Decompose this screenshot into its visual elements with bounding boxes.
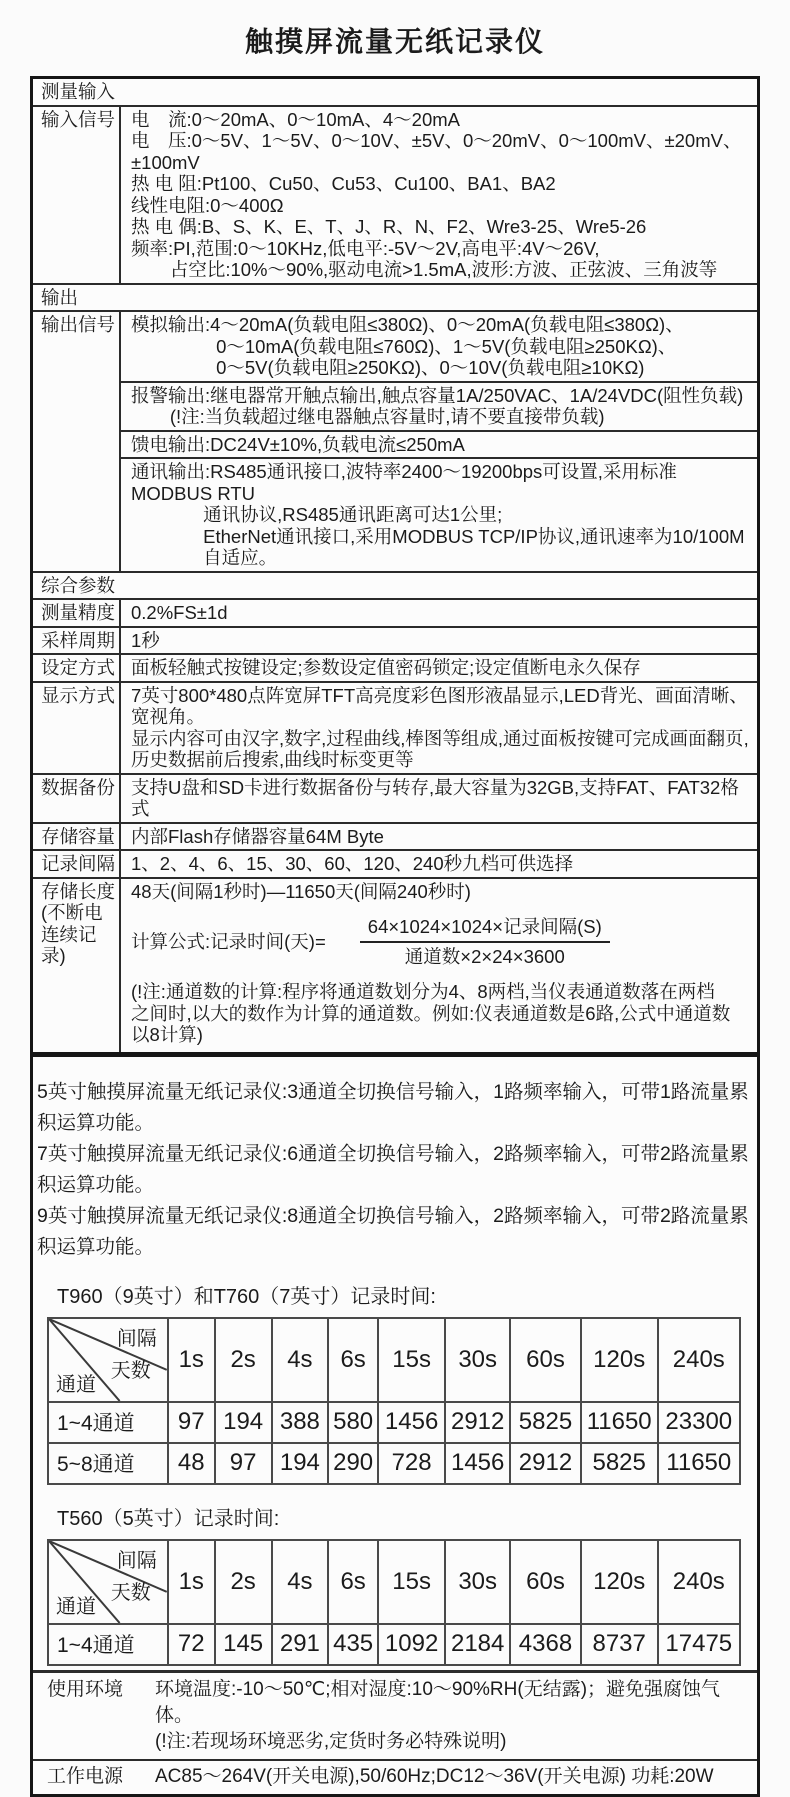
model-line-5inch: 5英寸触摸屏流量无纸记录仪:3通道全切换信号输入，1路频率输入，可带1路流量累积运算功能。 xyxy=(37,1080,749,1134)
record-time-formula xyxy=(131,916,751,967)
cell: 145 xyxy=(215,1624,272,1665)
spec-line: 7英寸800*480点阵宽屏TFT高亮度彩色图形液晶显示,LED背光、画面清晰、宽视角。 xyxy=(131,684,748,727)
column-header: 240s xyxy=(658,1540,740,1624)
cell: 1092 xyxy=(378,1624,445,1665)
corner-label-days: 天数 xyxy=(110,1359,151,1382)
row-content xyxy=(155,1677,751,1755)
row-content xyxy=(121,879,757,1052)
spec-line: 线性电阻:0～400Ω xyxy=(131,194,284,216)
row-label: 1~4通道 xyxy=(48,1624,168,1665)
note-line: (!注:通道数的计算:程序将通道数划分为4、8两档,当仪表通道数落在两档 xyxy=(131,981,715,1002)
column-header: 4s xyxy=(272,1318,329,1402)
row-label: 输入信号 xyxy=(33,107,121,283)
spec-line: 历史数据前后搜索,曲线时标变更等 xyxy=(131,749,414,770)
row-backup xyxy=(33,773,757,822)
formula-prefix: 计算公式:记录时间(天)= xyxy=(131,930,326,952)
cell: 2912 xyxy=(510,1443,581,1484)
cell: 4368 xyxy=(510,1624,581,1665)
row-content xyxy=(121,683,757,773)
column-header: 1s xyxy=(168,1540,215,1624)
corner-label-channel: 通道 xyxy=(56,1595,96,1618)
page-title: 触摸屏流量无纸记录仪 xyxy=(244,26,545,57)
row-input-signal xyxy=(33,105,757,283)
row-label: 1~4通道 xyxy=(48,1402,168,1443)
table-row xyxy=(48,1624,740,1665)
row-label: 5~8通道 xyxy=(48,1443,168,1484)
spec-line: 通讯输出:RS485通讯接口,波特率2400～19200bps可设置,采用标准MODBUS RTU xyxy=(131,461,677,504)
row-label: 输出信号 xyxy=(33,312,121,571)
row-content xyxy=(121,107,757,283)
cell: 97 xyxy=(215,1443,272,1484)
spec-line: 通讯协议,RS485通讯距离可达1公里; xyxy=(203,504,503,525)
spec-line: 0～5V(负载电阻≥250KΩ)、0～10V(负载电阻≥10KΩ) xyxy=(216,357,645,378)
column-header: 6s xyxy=(328,1540,378,1624)
cell: 728 xyxy=(378,1443,445,1484)
row-sampling xyxy=(33,626,757,654)
cell: 48 xyxy=(168,1443,215,1484)
row-value: 支持U盘和SD卡进行数据备份与转存,最大容量为32GB,支持FAT、FAT32格式 xyxy=(131,776,739,819)
t960-record-table xyxy=(47,1317,741,1485)
column-header: 30s xyxy=(445,1540,510,1624)
corner-cell xyxy=(48,1540,168,1624)
formula-numerator: 64×1024×1024×记录间隔(S) xyxy=(360,916,610,943)
row-storage-capacity xyxy=(33,822,757,850)
column-header: 2s xyxy=(215,1540,272,1624)
row-label: 数据备份 xyxy=(33,775,121,822)
row-value: 1、2、4、6、15、30、60、120、240秒九档可供选择 xyxy=(131,853,574,874)
label-line: 连续记录) xyxy=(41,923,97,966)
row-label: 记录间隔 xyxy=(33,851,121,877)
corner-label-interval: 间隔 xyxy=(116,1327,157,1350)
subrow-analog-output xyxy=(121,312,757,381)
spec-line: 热 电 偶:B、S、K、E、T、J、R、N、F2、Wre3-25、Wre5-26 xyxy=(131,216,647,237)
section-header-general: 综合参数 xyxy=(33,571,757,599)
row-label: 工作电源 xyxy=(47,1765,124,1787)
column-header: 60s xyxy=(510,1540,581,1624)
t560-table-title: T560（5英寸）记录时间: xyxy=(57,1507,280,1530)
cell: 23300 xyxy=(658,1402,740,1443)
row-label: 存储容量 xyxy=(33,824,121,850)
row-label xyxy=(33,879,121,1052)
cell: 1456 xyxy=(445,1443,510,1484)
cell: 194 xyxy=(215,1402,272,1443)
row-label: 采样周期 xyxy=(33,628,121,654)
column-header: 15s xyxy=(378,1318,445,1402)
row-label: 测量精度 xyxy=(33,600,121,626)
row-environment xyxy=(33,1670,757,1759)
cell: 97 xyxy=(168,1402,215,1443)
storage-range: 48天(间隔1秒时)—11650天(间隔240秒时) xyxy=(131,880,471,902)
column-header: 15s xyxy=(378,1540,445,1624)
spec-line: 显示内容可由汉字,数字,过程曲线,棒图等组成,通过面板按键可完成画面翻页, xyxy=(131,727,749,749)
row-label: 使用环境 xyxy=(47,1678,124,1700)
row-value: 内部Flash存储器容量64M Byte xyxy=(131,825,384,847)
table-row xyxy=(48,1443,740,1484)
subrow-comm-output xyxy=(121,457,757,571)
spec-table xyxy=(30,76,760,1055)
table-row xyxy=(48,1402,740,1443)
spec-line: 模拟输出:4～20mA(负载电阻≤380Ω)、0～20mA(负载电阻≤380Ω)、 xyxy=(131,314,684,335)
formula-fraction xyxy=(360,916,610,967)
spec-line: 报警输出:继电器常开触点输出,触点容量1A/250VAC、1A/24VDC(阻性负载) xyxy=(131,384,744,406)
column-header: 1s xyxy=(168,1318,215,1402)
spec-line: (!注:当负载超过继电器触点容量时,请不要直接带负载) xyxy=(169,406,605,427)
env-line: 环境温度:-10～50℃;相对湿度:10～90%RH(无结露)；避免强腐蚀气体。 xyxy=(155,1678,721,1726)
subrow-alarm-output xyxy=(121,381,757,430)
cell: 291 xyxy=(272,1624,329,1665)
row-value: 0.2%FS±1d xyxy=(131,602,228,623)
model-line-9inch: 9英寸触摸屏流量无纸记录仪:8通道全切换信号输入，2路频率输入，可带2路流量累积运算功能。 xyxy=(37,1204,749,1258)
cell: 11650 xyxy=(658,1443,740,1484)
row-content xyxy=(121,312,757,571)
spec-line: 电 压:0～5V、1～5V、0～10V、±5V、0～20mV、0～100mV、±20mV、±100mV xyxy=(131,130,742,173)
storage-note xyxy=(131,981,751,1046)
cell: 580 xyxy=(328,1402,378,1443)
cell: 5825 xyxy=(510,1402,581,1443)
column-header: 30s xyxy=(445,1318,510,1402)
cell: 290 xyxy=(328,1443,378,1484)
corner-label-interval: 间隔 xyxy=(116,1549,157,1572)
row-storage-length xyxy=(33,877,757,1052)
corner-label-days: 天数 xyxy=(110,1581,151,1604)
formula-denominator: 通道数×2×24×3600 xyxy=(404,945,565,967)
cell: 2184 xyxy=(445,1624,510,1665)
row-record-interval xyxy=(33,849,757,877)
spec-line: EtherNet通讯接口,采用MODBUS TCP/IP协议,通讯速率为10/100M自适应。 xyxy=(203,525,745,568)
cell: 1456 xyxy=(378,1402,445,1443)
row-display xyxy=(33,681,757,773)
cell: 17475 xyxy=(658,1624,740,1665)
row-value: 面板轻触式按键设定;参数设定值密码锁定;设定值断电永久保存 xyxy=(131,657,641,678)
column-header: 240s xyxy=(658,1318,740,1402)
column-header: 120s xyxy=(581,1540,658,1624)
cell: 8737 xyxy=(581,1624,658,1665)
spec-line: 频率:PI,范围:0～10KHz,低电平:-5V～2V,高电平:4V～26V, xyxy=(131,237,600,259)
row-output-signal xyxy=(33,310,757,571)
note-line: 以8计算) xyxy=(131,1024,203,1045)
cell: 72 xyxy=(168,1624,215,1665)
column-header: 60s xyxy=(510,1318,581,1402)
cell: 388 xyxy=(272,1402,329,1443)
cell: 11650 xyxy=(581,1402,658,1443)
corner-label-channel: 通道 xyxy=(56,1373,96,1396)
spec-line: 热 电 阻:Pt100、Cu50、Cu53、Cu100、BA1、BA2 xyxy=(131,173,556,194)
record-time-panel xyxy=(30,1054,760,1797)
model-line-7inch: 7英寸触摸屏流量无纸记录仪:6通道全切换信号输入，2路频率输入，可带2路流量累积运算功能。 xyxy=(37,1142,749,1196)
row-label: 设定方式 xyxy=(33,655,121,681)
section-header-output: 输出 xyxy=(33,283,757,311)
subrow-feed-output xyxy=(121,430,757,458)
spec-line: 占空比:10%～90%,驱动电流>1.5mA,波形:方波、正弦波、三角波等 xyxy=(169,259,718,280)
row-value: 1秒 xyxy=(131,629,160,651)
row-setting xyxy=(33,653,757,681)
spec-line: 0～10mA(负载电阻≤760Ω)、1～5V(负载电阻≥250KΩ)、 xyxy=(216,335,677,357)
label-line: 存储长度 xyxy=(41,880,116,902)
column-header: 4s xyxy=(272,1540,329,1624)
corner-cell xyxy=(48,1318,168,1402)
spec-line: 电 流:0～20mA、0～10mA、4～20mA xyxy=(131,108,460,130)
spec-line: 馈电输出:DC24V±10%,负载电流≤250mA xyxy=(131,433,465,455)
row-power xyxy=(33,1759,757,1794)
label-line: (不断电 xyxy=(41,902,103,923)
row-accuracy xyxy=(33,598,757,626)
cell: 2912 xyxy=(445,1402,510,1443)
model-descriptions xyxy=(33,1057,757,1263)
cell: 435 xyxy=(328,1624,378,1665)
row-value: AC85～264V(开关电源),50/60Hz;DC12～36V(开关电源) 功耗:20W xyxy=(155,1765,714,1787)
row-label: 显示方式 xyxy=(33,683,121,773)
t960-table-title: T960（9英寸）和T760（7英寸）记录时间: xyxy=(57,1285,436,1308)
cell: 194 xyxy=(272,1443,329,1484)
t560-record-table xyxy=(47,1539,741,1666)
column-header: 6s xyxy=(328,1318,378,1402)
cell: 5825 xyxy=(581,1443,658,1484)
column-header: 2s xyxy=(215,1318,272,1402)
note-line: 之间时,以大的数作为计算的通道数。例如:仪表通道数是6路,公式中通道数 xyxy=(131,1002,731,1024)
section-header-measure-input: 测量输入 xyxy=(41,81,116,102)
env-note-line: (!注:若现场环境恶劣,定货时务必特殊说明) xyxy=(155,1730,507,1752)
column-header: 120s xyxy=(581,1318,658,1402)
